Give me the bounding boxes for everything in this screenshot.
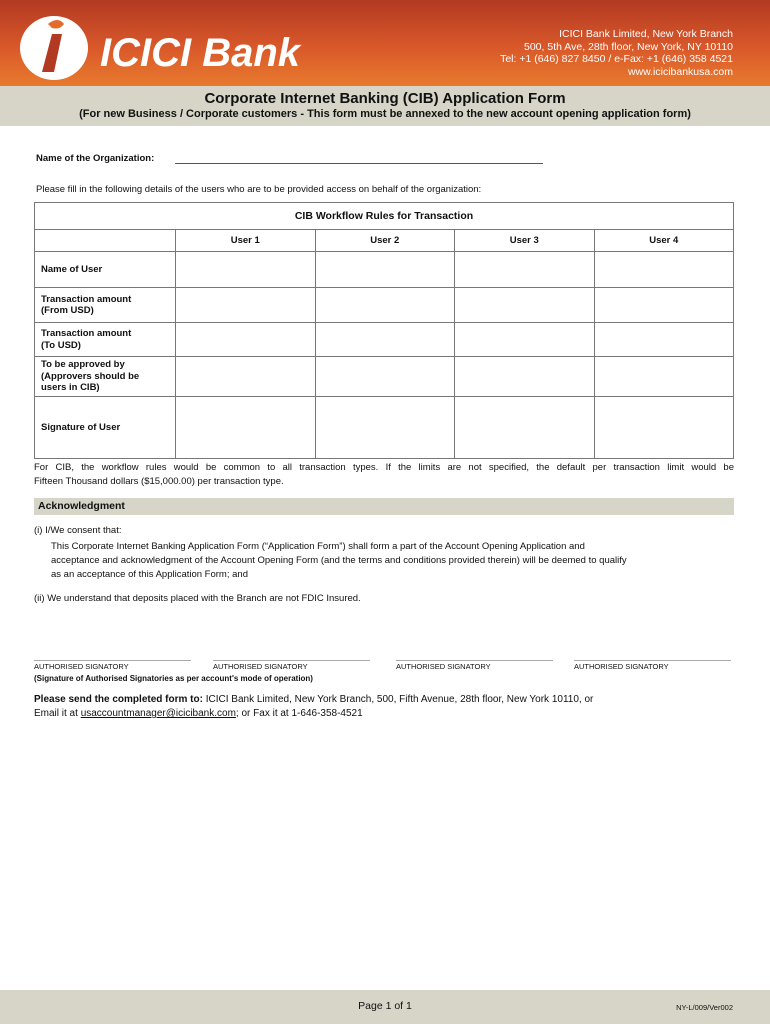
row-label <box>35 252 176 288</box>
paren: ) <box>687 108 691 120</box>
subtitle-text: For new Business / Corporate customers - This form must be annexed to the new account opening application form <box>82 108 688 120</box>
fax-text: ; or Fax it at 1-646-358-4521 <box>235 708 363 719</box>
signature-cell[interactable] <box>176 397 316 459</box>
email-prefix: Email it at <box>34 708 81 719</box>
input-cell[interactable] <box>594 252 734 288</box>
header-banner <box>0 0 770 86</box>
paren: ( <box>79 108 83 120</box>
acknowledgment-heading: Acknowledgment <box>34 498 734 515</box>
email-link[interactable]: usaccountmanager@icicibank.com <box>80 708 236 719</box>
input-cell[interactable] <box>176 357 316 397</box>
send-lead: Please send the completed form to: <box>34 694 203 705</box>
input-cell[interactable] <box>315 357 455 397</box>
cib-workflow-table <box>34 202 734 459</box>
address-line: Tel: +1 (646) 827 8450 / e-Fax: +1 (646) 358 4521 <box>500 53 733 65</box>
row-label-line: Transaction amount <box>41 328 132 339</box>
icici-bank-logo <box>18 10 363 82</box>
note-line: For CIB, the workflow rules would be common to all transaction types. If the limits are not specified, the default per transaction limit would be <box>34 462 734 473</box>
input-cell[interactable] <box>315 288 455 323</box>
paragraph-line: This Corporate Internet Banking Application Form (“Application Form”) shall form a part of the Account Opening Application and <box>51 541 585 552</box>
table-row <box>35 323 734 357</box>
form-code: NY-L/009/Ver002 <box>676 1003 733 1012</box>
paragraph-line: as an acceptance of this Application Form; and <box>51 569 248 580</box>
column-header-user3: User 3 <box>455 230 595 252</box>
column-header-user1: User 1 <box>176 230 316 252</box>
input-cell[interactable] <box>176 323 316 357</box>
signatories-note: (Signature of Authorised Signatories as per account's mode of operation) <box>34 674 313 683</box>
signatory-label: AUTHORISED SIGNATORY <box>213 662 308 671</box>
row-label <box>35 357 176 397</box>
column-header-user4: User 4 <box>594 230 734 252</box>
instruction-text: Please fill in the following details of the users who are to be provided access on behalf of the organization: <box>36 184 482 195</box>
row-label <box>35 397 176 459</box>
signatory-label: AUTHORISED SIGNATORY <box>34 662 129 671</box>
table-row <box>35 397 734 459</box>
footer-bar <box>0 990 770 1024</box>
send-instructions <box>34 693 593 721</box>
page-number: Page 1 of 1 <box>358 1000 412 1012</box>
table-row <box>35 252 734 288</box>
website: www.icicibankusa.com <box>627 65 733 78</box>
signature-cell[interactable] <box>455 397 595 459</box>
signature-cell[interactable] <box>594 397 734 459</box>
row-label <box>35 288 176 323</box>
input-cell[interactable] <box>594 288 734 323</box>
signature-line[interactable] <box>34 660 191 661</box>
signature-cell[interactable] <box>315 397 455 459</box>
input-cell[interactable] <box>455 252 595 288</box>
row-label-line: To be approved by <box>41 359 125 371</box>
send-address: ICICI Bank Limited, New York Branch, 500, Fifth Avenue, 28th floor, New York 10110, or <box>202 694 594 705</box>
row-label-line: Signature of User <box>41 421 121 433</box>
org-name-label: Name of the Organization: <box>36 153 155 164</box>
input-cell[interactable] <box>455 357 595 397</box>
fdic-statement: (ii) We understand that deposits placed with the Branch are not FDIC Insured. <box>34 593 361 604</box>
title-bar <box>0 86 770 126</box>
row-label-line: Name of User <box>41 263 103 275</box>
form-title: Corporate Internet Banking (CIB) Application Form <box>204 90 566 107</box>
consent-paragraph <box>51 540 627 582</box>
input-cell[interactable] <box>455 323 595 357</box>
signatory-label: AUTHORISED SIGNATORY <box>574 662 669 671</box>
input-cell[interactable] <box>455 288 595 323</box>
org-name-field[interactable] <box>175 163 543 164</box>
form-subtitle <box>0 108 770 120</box>
signature-line[interactable] <box>213 660 370 661</box>
input-cell[interactable] <box>315 323 455 357</box>
input-cell[interactable] <box>176 288 316 323</box>
row-label-line: (Approvers should be <box>41 370 140 382</box>
input-cell[interactable] <box>594 323 734 357</box>
branch-address <box>500 28 733 78</box>
signature-line[interactable] <box>574 660 731 661</box>
input-cell[interactable] <box>176 252 316 288</box>
input-cell[interactable] <box>594 357 734 397</box>
address-line: ICICI Bank Limited, New York Branch <box>559 28 733 40</box>
address-line: 500, 5th Ave, 28th floor, New York, NY 10110 <box>524 40 733 53</box>
signature-line[interactable] <box>396 660 553 661</box>
note-line: Fifteen Thousand dollars ($15,000.00) per transaction type. <box>34 476 284 487</box>
corner-cell <box>35 230 176 252</box>
column-header-user2: User 2 <box>315 230 455 252</box>
input-cell[interactable] <box>315 252 455 288</box>
workflow-note <box>34 461 734 489</box>
table-row <box>35 357 734 397</box>
row-label-line: (To USD) <box>41 339 81 351</box>
table-title: CIB Workflow Rules for Transaction <box>35 203 734 230</box>
table-row <box>35 288 734 323</box>
signatory-label: AUTHORISED SIGNATORY <box>396 662 491 671</box>
consent-line: (i) I/We consent that: <box>34 525 122 536</box>
row-label-line: (From USD) <box>41 305 94 316</box>
paragraph-line: acceptance and acknowledgment of the Account Opening Form (and the terms and conditions provided therein) will be deemed to qualify <box>51 555 627 566</box>
svg-text:ICICI Bank: ICICI Bank <box>100 31 301 75</box>
row-label-line: users in CIB) <box>41 382 100 394</box>
row-label <box>35 323 176 357</box>
row-label-line: Transaction amount <box>41 293 132 305</box>
